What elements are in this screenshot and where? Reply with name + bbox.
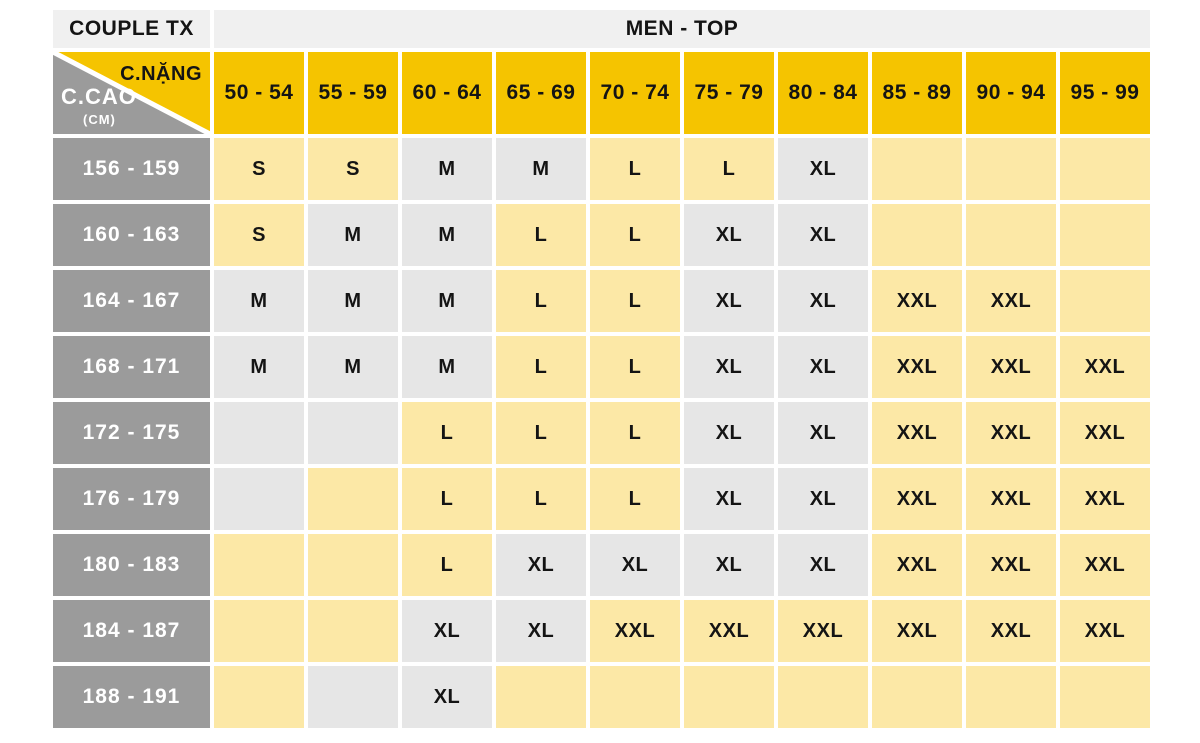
size-cell	[214, 468, 304, 530]
chart-title-men-top	[214, 10, 1150, 48]
size-cell: XXL	[1060, 336, 1150, 398]
row-header-height-range: 156 - 159	[53, 138, 210, 200]
size-cell: XL	[402, 666, 492, 728]
size-cell: L	[402, 534, 492, 596]
size-cell: XXL	[966, 600, 1056, 662]
col-header-weight-range: 65 - 69	[496, 52, 586, 134]
size-cell: S	[214, 204, 304, 266]
chart-title-label: MEN - TOP	[625, 17, 739, 40]
size-cell: XXL	[966, 336, 1056, 398]
size-cell	[1060, 270, 1150, 332]
size-cell: L	[590, 468, 680, 530]
size-cell	[308, 468, 398, 530]
size-cell: XL	[496, 600, 586, 662]
chart-subtitle-label: COUPLE TX	[69, 17, 194, 40]
size-cell: XXL	[872, 270, 962, 332]
size-cell	[1060, 666, 1150, 728]
size-cell	[590, 666, 680, 728]
size-cell	[214, 402, 304, 464]
size-cell: XXL	[872, 402, 962, 464]
chart-subtitle-couple-tx	[53, 10, 210, 48]
size-cell: XXL	[966, 270, 1056, 332]
size-cell: XXL	[1060, 534, 1150, 596]
row-header-height-range: 188 - 191	[53, 666, 210, 728]
size-cell	[872, 666, 962, 728]
row-header-height-range: 172 - 175	[53, 402, 210, 464]
col-header-weight-range: 50 - 54	[214, 52, 304, 134]
size-cell: XL	[778, 270, 868, 332]
size-cell: L	[402, 468, 492, 530]
size-cell	[214, 666, 304, 728]
size-cell: XL	[590, 534, 680, 596]
size-cell: M	[402, 336, 492, 398]
col-header-weight-range: 85 - 89	[872, 52, 962, 134]
size-cell	[496, 666, 586, 728]
size-cell: XXL	[1060, 468, 1150, 530]
col-header-weight-range: 90 - 94	[966, 52, 1056, 134]
size-cell: XXL	[684, 600, 774, 662]
col-header-weight-range: 95 - 99	[1060, 52, 1150, 134]
size-cell: XL	[684, 534, 774, 596]
col-header-weight-range: 60 - 64	[402, 52, 492, 134]
size-cell: XL	[684, 468, 774, 530]
height-axis-label: C.CAO	[61, 84, 137, 109]
size-cell	[966, 666, 1056, 728]
height-unit-label: (CM)	[83, 112, 116, 127]
size-cell: XXL	[778, 600, 868, 662]
size-cell: M	[214, 270, 304, 332]
row-header-height-range: 184 - 187	[53, 600, 210, 662]
size-cell	[214, 600, 304, 662]
size-cell: L	[684, 138, 774, 200]
col-header-weight-range: 70 - 74	[590, 52, 680, 134]
size-cell: XXL	[1060, 402, 1150, 464]
size-cell: XXL	[872, 600, 962, 662]
size-cell: XXL	[966, 468, 1056, 530]
size-cell: XXL	[966, 402, 1056, 464]
size-cell: L	[496, 270, 586, 332]
col-header-weight-range: 75 - 79	[684, 52, 774, 134]
row-header-height-range: 160 - 163	[53, 204, 210, 266]
size-cell: L	[496, 402, 586, 464]
size-cell: M	[308, 204, 398, 266]
size-cell: XXL	[1060, 600, 1150, 662]
size-cell	[778, 666, 868, 728]
size-cell: S	[214, 138, 304, 200]
size-cell: M	[496, 138, 586, 200]
size-cell: XL	[684, 270, 774, 332]
size-cell	[308, 402, 398, 464]
size-cell: L	[590, 204, 680, 266]
size-cell: XL	[778, 402, 868, 464]
size-cell: XL	[402, 600, 492, 662]
size-cell: XL	[778, 138, 868, 200]
row-header-height-range: 176 - 179	[53, 468, 210, 530]
size-cell	[1060, 138, 1150, 200]
size-cell: XL	[778, 336, 868, 398]
size-cell: L	[590, 402, 680, 464]
size-cell: XXL	[966, 534, 1056, 596]
size-cell: XL	[684, 402, 774, 464]
size-cell: XXL	[872, 336, 962, 398]
size-cell: XXL	[872, 534, 962, 596]
size-cell: XL	[684, 336, 774, 398]
size-cell: XL	[684, 204, 774, 266]
size-cell: M	[308, 270, 398, 332]
size-cell	[1060, 204, 1150, 266]
size-cell: L	[496, 336, 586, 398]
size-cell: M	[402, 204, 492, 266]
size-cell: M	[402, 138, 492, 200]
size-cell: L	[590, 138, 680, 200]
size-cell	[872, 138, 962, 200]
size-cell: M	[402, 270, 492, 332]
size-cell: M	[214, 336, 304, 398]
row-header-height-range: 168 - 171	[53, 336, 210, 398]
size-cell	[308, 666, 398, 728]
size-cell	[308, 600, 398, 662]
size-cell: XXL	[590, 600, 680, 662]
size-chart-grid	[53, 10, 1150, 728]
size-cell: XXL	[872, 468, 962, 530]
size-cell	[308, 534, 398, 596]
size-cell	[966, 204, 1056, 266]
row-header-height-range: 180 - 183	[53, 534, 210, 596]
size-cell: L	[590, 270, 680, 332]
col-header-weight-range: 55 - 59	[308, 52, 398, 134]
size-cell	[966, 138, 1056, 200]
size-cell: XL	[778, 534, 868, 596]
size-cell	[684, 666, 774, 728]
size-cell: L	[402, 402, 492, 464]
col-header-weight-range: 80 - 84	[778, 52, 868, 134]
size-cell: L	[496, 468, 586, 530]
size-cell	[872, 204, 962, 266]
size-cell: XL	[496, 534, 586, 596]
row-header-height-range: 164 - 167	[53, 270, 210, 332]
size-cell: M	[308, 336, 398, 398]
size-cell: XL	[778, 468, 868, 530]
size-cell: L	[590, 336, 680, 398]
size-cell: L	[496, 204, 586, 266]
weight-axis-label: C.NẶNG	[120, 63, 202, 85]
size-cell: XL	[778, 204, 868, 266]
axis-corner-cell	[53, 52, 210, 134]
size-cell	[214, 534, 304, 596]
size-cell: S	[308, 138, 398, 200]
